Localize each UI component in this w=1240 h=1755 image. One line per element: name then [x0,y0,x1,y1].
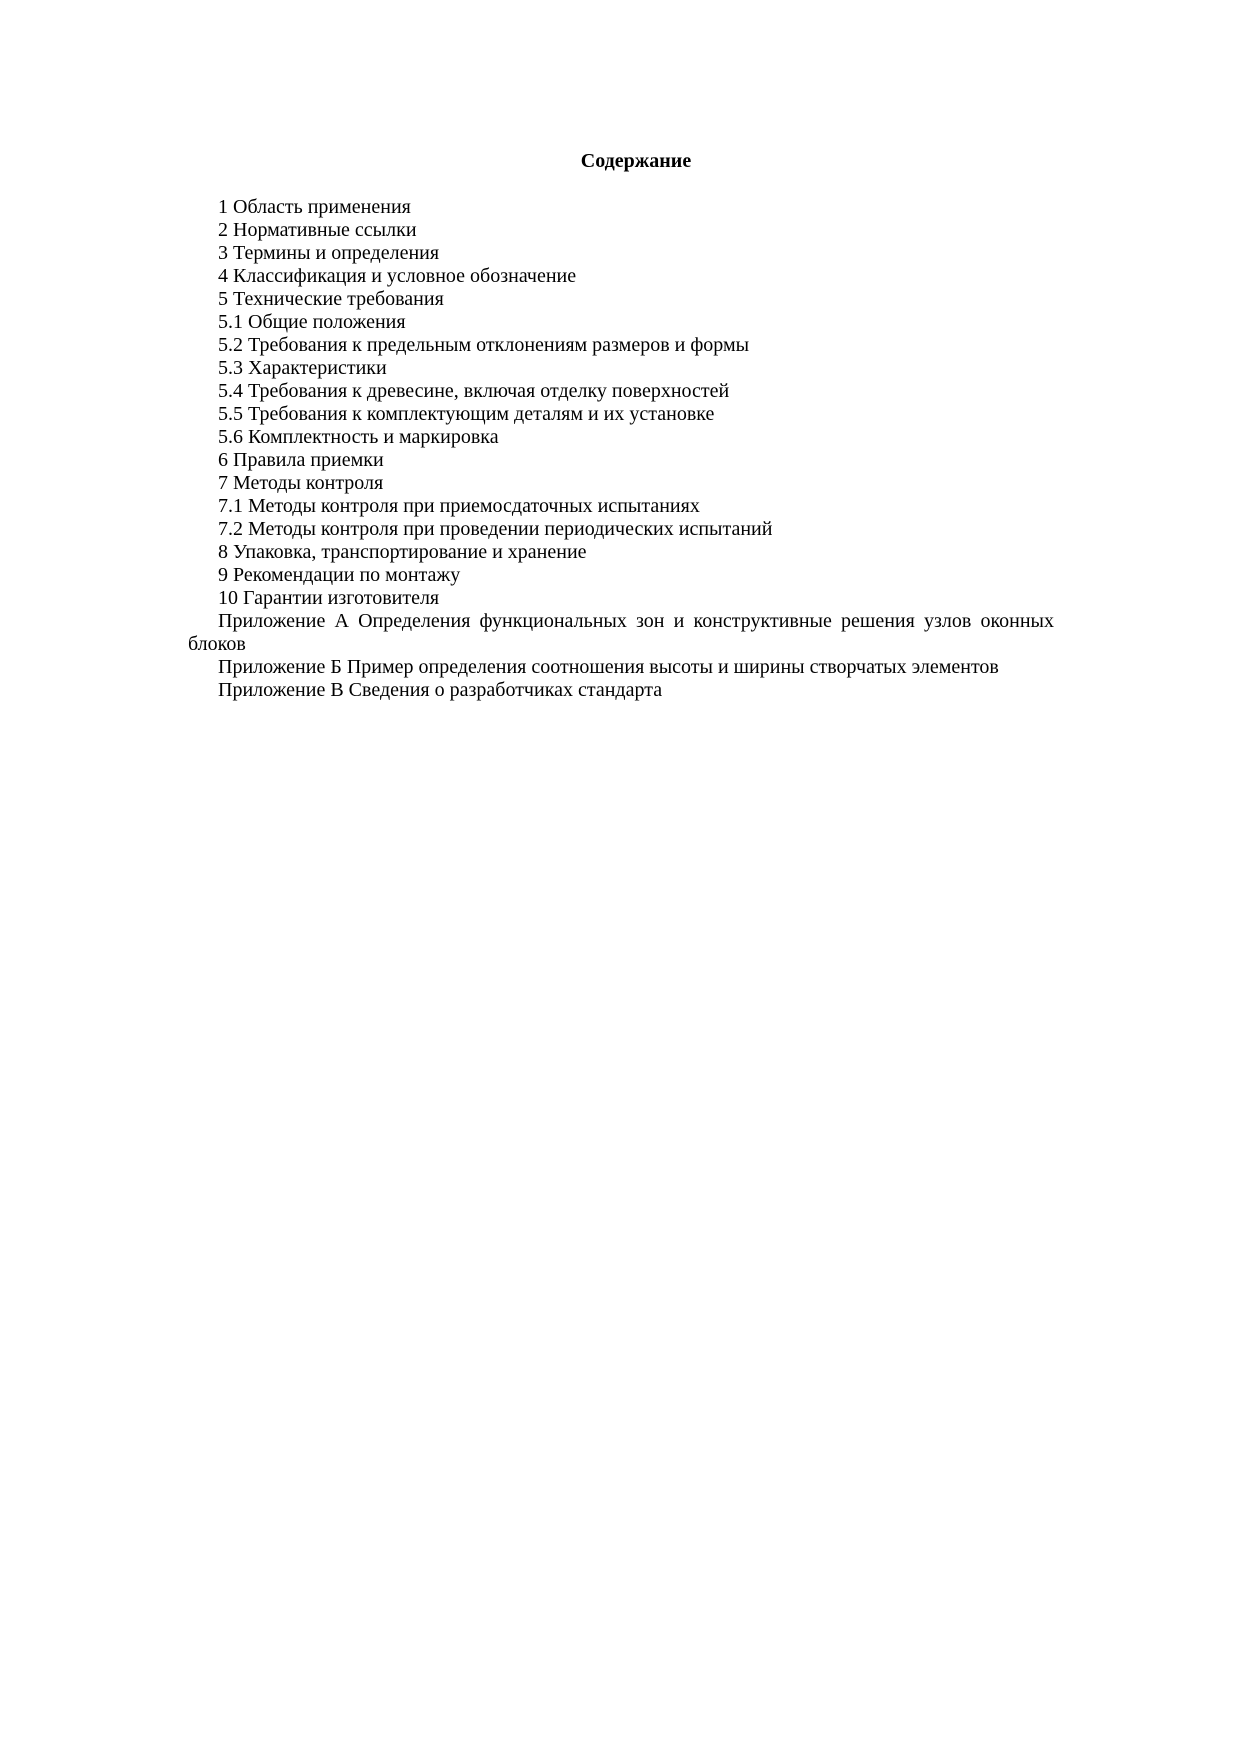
toc-item-5-5: 5.5 Требования к комплектующим деталям и их установке [218,403,715,425]
toc-item-appendix-a: Приложение А Определения функциональных зон и конструктивные решения узлов оконных блоков [188,610,1054,655]
toc-item-appendix-v: Приложение В Сведения о разработчиках стандарта [218,679,663,701]
toc-list [188,196,1054,702]
toc-item-5-2: 5.2 Требования к предельным отклонениям размеров и формы [218,334,750,356]
toc-item-10: 10 Гарантии изготовителя [218,587,440,609]
toc-item-7-1: 7.1 Методы контроля при приемосдаточных испытаниях [218,495,700,517]
toc-item-4: 4 Классификация и условное обозначение [218,265,577,287]
toc-item-8: 8 Упаковка, транспортирование и хранение [218,541,587,563]
toc-item-7: 7 Методы контроля [218,472,384,494]
toc-title: Содержание [580,150,692,172]
toc-item-3: 3 Термины и определения [218,242,440,264]
toc-item-1: 1 Область применения [218,196,411,218]
toc-item-9: 9 Рекомендации по монтажу [218,564,461,586]
toc-item-6: 6 Правила приемки [218,449,384,471]
toc-item-5-4: 5.4 Требования к древесине, включая отделку поверхностей [218,380,730,402]
toc-item-appendix-b: Приложение Б Пример определения соотношения высоты и ширины створчатых элементов [218,656,999,678]
toc-item-5-1: 5.1 Общие положения [218,311,406,333]
toc-item-5-3: 5.3 Характеристики [218,357,387,379]
toc-item-5: 5 Технические требования [218,288,444,310]
toc-item-5-6: 5.6 Комплектность и маркировка [218,426,499,448]
toc-item-7-2: 7.2 Методы контроля при проведении периодических испытаний [218,518,773,540]
toc-item-2: 2 Нормативные ссылки [218,219,417,241]
